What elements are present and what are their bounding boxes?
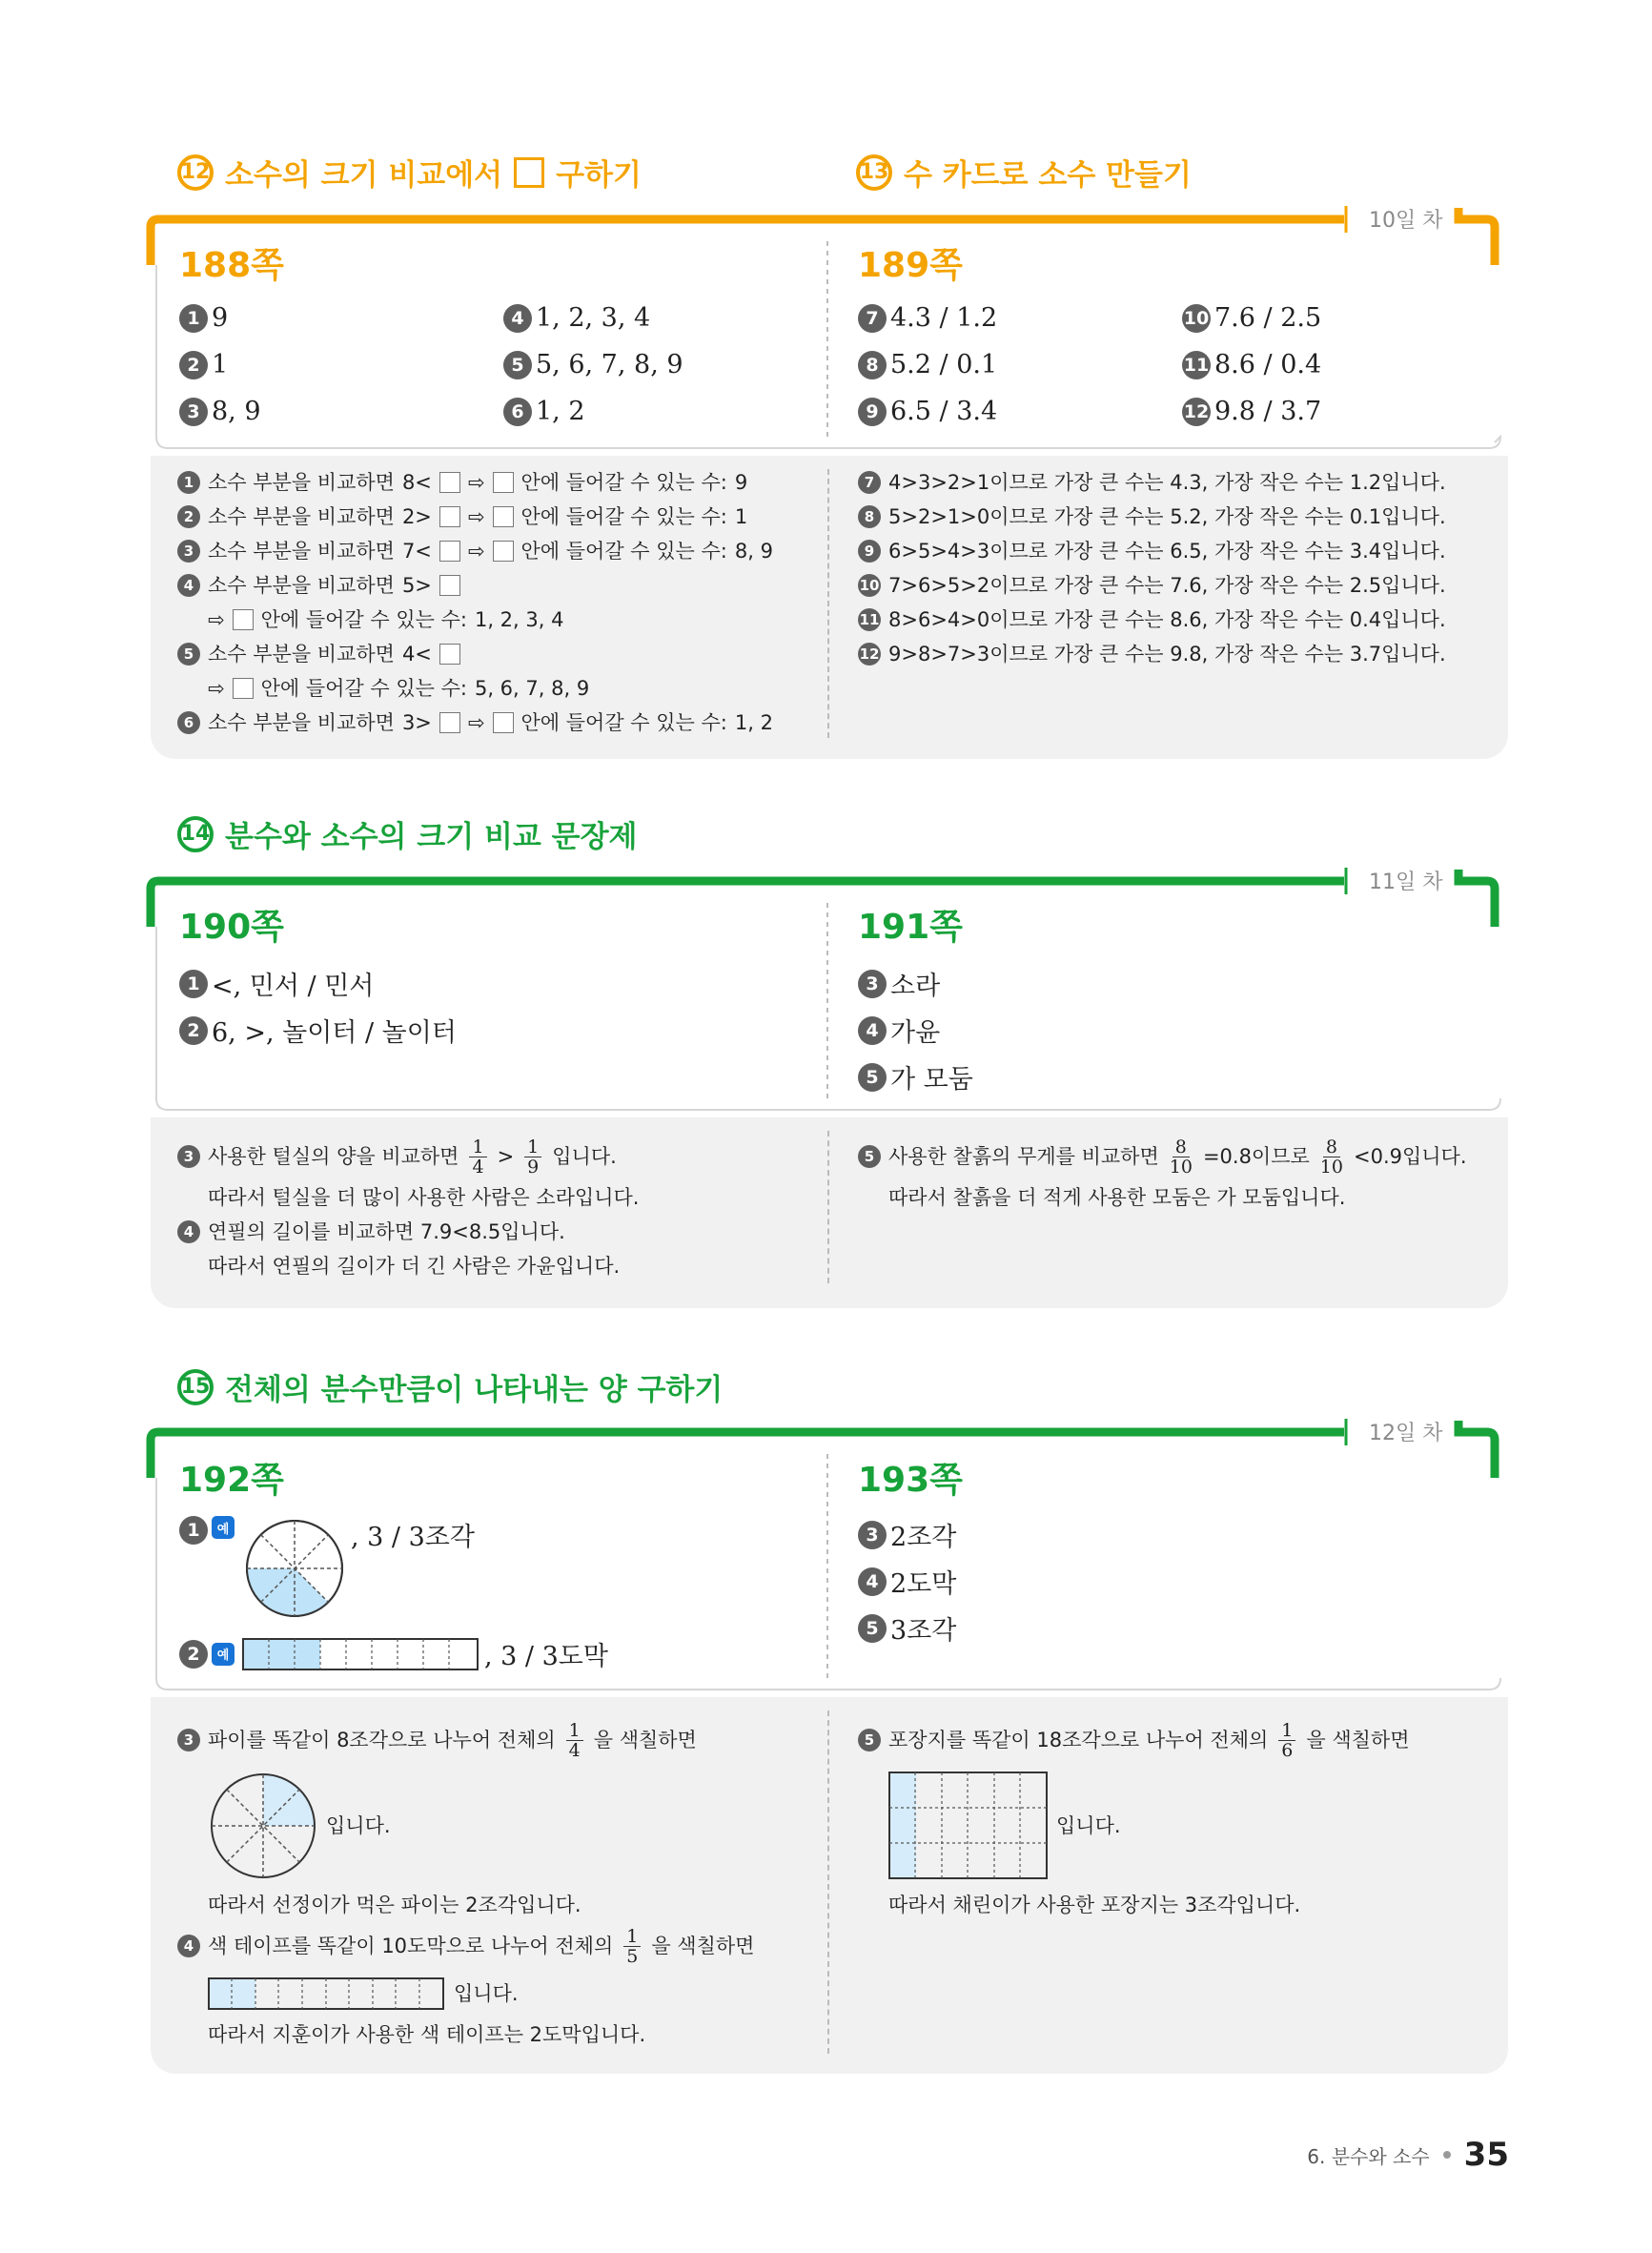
grid-explanation-5 <box>888 1772 1049 1880</box>
answer-3: 3 8, 9 <box>179 397 261 426</box>
explanation-left-12 <box>177 465 773 740</box>
answer-14-4: 4 가윤 <box>858 1012 940 1049</box>
answer-4: 4 1, 2, 3, 4 <box>503 303 650 333</box>
divider <box>827 1131 829 1283</box>
expl-line-4: 4 소수 부분을 비교하면 5> <box>177 568 773 603</box>
page-188-label: 188쪽 <box>179 246 284 285</box>
answer-8: 8 5.2 / 0.1 <box>858 350 997 379</box>
pie-answer-1 <box>242 1516 347 1621</box>
page-192-label: 192쪽 <box>179 1461 284 1500</box>
expl-line-6: 6 소수 부분을 비교하면 3> ⇨ 안에 들어갈 수 있는 수: 1, 2 <box>177 706 773 740</box>
blank-box-icon <box>514 157 544 188</box>
chapter-label: 6. 분수와 소수 <box>1307 2144 1430 2168</box>
answer-15-2: 2 예 , 3 / 3도막 <box>179 1635 608 1672</box>
day-label-10: 10일 차 <box>1369 209 1443 233</box>
day-label-11: 11일 차 <box>1369 870 1443 894</box>
expl-line-1: 1 소수 부분을 비교하면 8< ⇨ 안에 들어갈 수 있는 수: 9 <box>177 465 773 500</box>
answer-15-1: 1 예 , 3 / 3조각 <box>179 1516 475 1621</box>
answer-12: 12 9.8 / 3.7 <box>1183 397 1322 426</box>
answer-15-5: 5 3조각 <box>858 1609 956 1647</box>
section-13-badge: 13 <box>856 154 892 191</box>
answer-6: 6 1, 2 <box>503 397 585 426</box>
answer-2: 2 1 <box>179 350 228 379</box>
page-191-label: 191쪽 <box>858 908 963 947</box>
section-15-title <box>177 1365 723 1408</box>
page-189-label: 189쪽 <box>858 246 963 285</box>
page-number: 35 <box>1463 2136 1509 2174</box>
page-190-label: 190쪽 <box>179 908 284 947</box>
section-14-badge: 14 <box>177 816 214 852</box>
answer-7: 7 4.3 / 1.2 <box>858 303 997 333</box>
page-footer <box>1307 2136 1509 2174</box>
explanation-right-15: 5 포장지를 똑같이 18조각으로 나누어 전체의 $\frac{1}{6}$ 을 색칠하면 입니다. 따라서 채린이가 사용한 포장지는 3조각입니다. <box>858 1716 1410 1922</box>
page-193-label: 193쪽 <box>858 1461 963 1500</box>
section-14-title <box>177 812 637 855</box>
tape-explanation-4 <box>208 1977 446 2010</box>
expl-line-5: 5 소수 부분을 비교하면 4< <box>177 637 773 671</box>
explanation-left-15: 3 파이를 똑같이 8조각으로 나누어 전체의 $\frac{1}{4}$ 을 색칠하면 입니다. 따라서 선정이가 먹은 파이는 2조각입니다. 4 색 테이프를 똑같이 10도막으로 나누어 전체의 $\frac{1}{5}$ 을 색칠하면 입니다. 따라서 지훈이가 사용한 색 테이프는 2도막입니다. <box>177 1716 754 2052</box>
answer-14-3: 3 소라 <box>858 965 940 1002</box>
answer-15-4: 4 2도막 <box>858 1563 956 1600</box>
section-13-heading: 수 카드로 소수 만들기 <box>904 158 1192 193</box>
answer-14-2: 2 6, >, 놀이터 / 놀이터 <box>179 1012 457 1049</box>
answer-11: 11 8.6 / 0.4 <box>1183 350 1322 379</box>
expl-line-2: 2 소수 부분을 비교하면 2> ⇨ 안에 들어갈 수 있는 수: 1 <box>177 500 773 534</box>
answer-14-5: 5 가 모둠 <box>858 1058 973 1096</box>
section-15-heading: 전체의 분수만큼이 나타내는 양 구하기 <box>225 1373 724 1407</box>
expl-line-4b: ⇨ 안에 들어갈 수 있는 수: 1, 2, 3, 4 <box>208 608 564 631</box>
answer-1: 1 9 <box>179 303 228 333</box>
divider <box>827 1710 829 2054</box>
explanation-right-13: 7 4>3>2>1이므로 가장 큰 수는 4.3, 가장 작은 수는 1.2입니다. 8 5>2>1>0이므로 가장 큰 수는 5.2, 가장 작은 수는 0.1입니다. 9 6>5>4>3이므로 가장 큰 수는 6.5, 가장 작은 수는 3.4입니다. 10 7>6>5>2이므로 가장 큰 수는 7.6, 가장 작은 수는 2.5입니다. 11 8>6>4>0이므로 가장 큰 수는 8.6, 가장 작은 수는 0.4입니다. 12 9>8>7>3이므로 가장 큰 수는 9.8, 가장 작은 수는 3.7입니다. <box>859 471 1446 666</box>
answer-14-1: 1 <, 민서 / 민서 <box>179 965 374 1002</box>
answer-5: 5 5, 6, 7, 8, 9 <box>503 350 683 379</box>
dot-icon <box>1443 2151 1451 2159</box>
section-14-heading: 분수와 소수의 크기 비교 문장제 <box>225 820 638 854</box>
divider <box>827 469 829 738</box>
answer-10: 10 7.6 / 2.5 <box>1183 303 1322 333</box>
section-12-heading: 소수의 크기 비교에서 <box>225 158 503 193</box>
answer-9: 9 6.5 / 3.4 <box>858 397 997 426</box>
section-15-badge: 15 <box>177 1369 214 1405</box>
section-12-heading-suffix: 구하기 <box>556 158 642 193</box>
expl-line-3: 3 소수 부분을 비교하면 7< ⇨ 안에 들어갈 수 있는 수: 8, 9 <box>177 534 773 568</box>
section-12-title <box>177 151 642 194</box>
answer-15-3: 3 2조각 <box>858 1516 956 1553</box>
expl-line-5b: ⇨ 안에 들어갈 수 있는 수: 5, 6, 7, 8, 9 <box>208 677 590 700</box>
explanation-right-14: 5 사용한 찰흙의 무게를 비교하면 $\frac{8}{10}$ =0.8이므로 $\frac{8}{10}$ <0.9입니다. 따라서 찰흙을 더 적게 사용한 모둠은 가 모둠입니다. <box>858 1133 1467 1215</box>
day-label-12: 12일 차 <box>1369 1422 1443 1445</box>
section-12-badge: 12 <box>177 154 214 191</box>
explanation-left-14: 3 사용한 털실의 양을 비교하면 $\frac{1}{4}$ > $\frac{1}{9}$ 입니다. 따라서 털실을 더 많이 사용한 사람은 소라입니다. 4 연필의 길이를 비교하면 7.9<8.5입니다. 따라서 연필의 길이가 더 긴 사람은 가윤입니다. <box>177 1133 639 1283</box>
tape-answer-2 <box>242 1637 480 1671</box>
pie-explanation-3 <box>208 1771 318 1881</box>
section-13-title <box>856 151 1192 194</box>
